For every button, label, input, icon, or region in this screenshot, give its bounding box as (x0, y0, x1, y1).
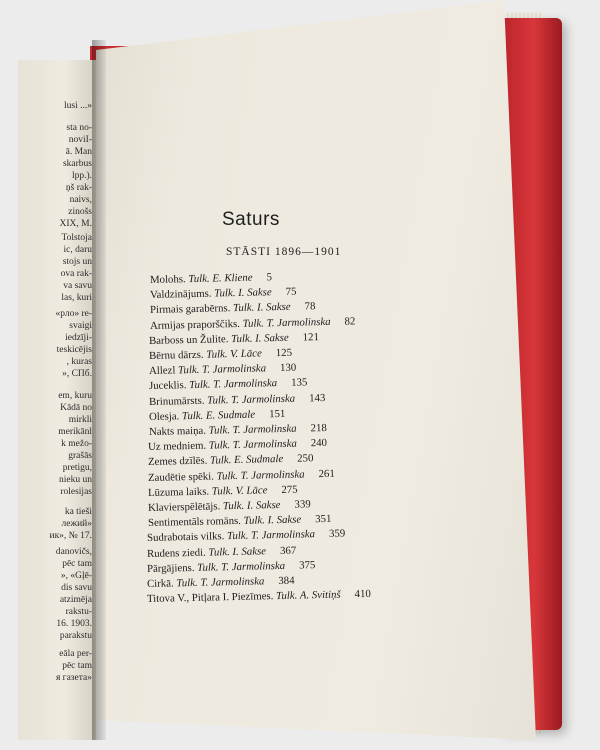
translator: Tulk. T. Jarmolinska (227, 528, 316, 543)
left-page-line: las, kuri (61, 293, 92, 303)
page-number: 75 (285, 285, 297, 299)
page-number: 82 (344, 314, 356, 328)
left-page-line: nieku un (59, 475, 92, 485)
translator: Tulk. V. Lāce (211, 484, 268, 498)
page-number: 261 (318, 467, 335, 480)
page-number: 130 (280, 361, 297, 375)
story-title: Barboss un Žulite. (149, 332, 232, 347)
translator: Tulk. I. Sakse (213, 286, 272, 300)
translator: Tulk. T. Jarmolinska (178, 362, 267, 377)
left-page-line: merikānl (58, 427, 92, 437)
page-number: 5 (266, 271, 273, 284)
story-title: Allezl (148, 364, 179, 378)
left-page-line: naivs, (69, 195, 92, 205)
left-page-line: ova rak- (60, 269, 92, 279)
page-number: 367 (280, 544, 297, 557)
translator: Tulk. T. Jarmolinska (242, 315, 331, 330)
page-number: 275 (281, 483, 298, 496)
translator: Tulk. T. Jarmolinska (208, 422, 297, 437)
story-title: Rudens ziedi. (147, 546, 209, 560)
left-page-line: ic, daru (63, 245, 92, 255)
story-title: Cirkā. (146, 577, 177, 590)
translator: Tulk. T. Jarmolinska (197, 559, 286, 574)
story-title: Pirmais garabērns. (149, 302, 233, 317)
left-page-line: grašās (68, 451, 92, 461)
page-number: 339 (294, 498, 311, 511)
left-page-line: dis savu (61, 583, 92, 593)
story-title: Uz medniem. (148, 439, 210, 454)
left-page-line: », «Gļē- (60, 571, 92, 581)
story-title: Titova V., Pitļara I. Piezīmes. (146, 590, 277, 606)
left-page-line: danovičs, (55, 547, 92, 557)
left-page-line: , kuras (66, 357, 92, 367)
left-page-line: Kādā no (60, 403, 92, 413)
left-page-line: ā. Man (65, 147, 92, 157)
page-number: 359 (329, 527, 346, 541)
translator: Tulk. A. Svitiņš (275, 588, 341, 603)
left-page-line: pēc tam (62, 661, 92, 671)
story-title: Juceklis. (148, 379, 190, 393)
left-page-line: zinošs (68, 207, 92, 217)
story-title: Pārgājiens. (147, 561, 198, 575)
left-page-line: pretigu, (62, 463, 92, 473)
left-page-line: я газета» (55, 673, 92, 683)
left-page-line: iedzīji- (65, 333, 92, 343)
translator: Tulk. I. Sakse (222, 498, 281, 513)
translator: Tulk. I. Sakse (232, 301, 291, 315)
left-page-line: em, kuru (58, 391, 92, 401)
left-page-line: 16. 1903. (56, 619, 92, 629)
left-page-line: skarbus (62, 159, 92, 169)
left-page-line: ka tieši (64, 507, 92, 517)
story-title: Brinumārsts. (148, 394, 208, 408)
left-page-line: ик», № 17. (49, 531, 92, 541)
translator: Tulk. E. Kliene (188, 271, 253, 286)
contents-title: Saturs (222, 209, 280, 230)
translator: Tulk. T. Jarmolinska (188, 377, 278, 392)
left-page-line: k mežo- (61, 439, 92, 449)
story-title: Bērnu dārzs. (149, 348, 207, 362)
page-number: 384 (278, 574, 295, 588)
page-number: 218 (309, 421, 327, 435)
translator: Tulk. I. Sakse (243, 513, 301, 528)
page-number: 143 (308, 391, 326, 404)
translator: Tulk. I. Sakse (208, 544, 267, 559)
page-number: 410 (354, 588, 371, 601)
section-heading: STĀSTI 1896—1901 (226, 246, 342, 258)
translator: Tulk. I. Sakse (231, 331, 290, 345)
left-page-line: rolesijas (60, 487, 92, 497)
page-number: 250 (297, 452, 314, 466)
left-page-line: лежий» (61, 519, 92, 529)
page-number: 125 (275, 346, 293, 360)
story-title: Sentimentāls romāns. (147, 515, 244, 530)
book-gutter (92, 40, 106, 740)
left-page-line: », СПб. (62, 369, 92, 379)
story-title: Armijas praporščiks. (149, 317, 243, 332)
story-title: Olesja. (148, 410, 182, 423)
translator: Tulk. E. Sudmale (181, 408, 255, 423)
story-title: Valdzinājums. (149, 287, 215, 302)
page-number: 121 (302, 330, 320, 344)
left-page-line: «рло» re- (55, 309, 92, 319)
left-page-line: lpp.). (71, 171, 92, 181)
left-page-line: svaigi (69, 321, 92, 331)
page-number: 151 (268, 407, 286, 421)
left-page-line: noviI- (68, 135, 92, 145)
left-page-line: rakstu- (65, 607, 92, 617)
page-number: 78 (304, 300, 316, 313)
left-page-line: sta no- (66, 123, 92, 133)
translator: Tulk. T. Jarmolinska (206, 392, 296, 407)
story-title: Zaudētie spēki. (147, 470, 217, 484)
page-number: 375 (299, 558, 316, 572)
translator: Tulk. T. Jarmolinska (216, 468, 305, 483)
left-page-line: mirkli (68, 415, 92, 425)
story-title: Molohs. (149, 273, 189, 286)
translator: Tulk. T. Jarmolinska (209, 437, 298, 452)
left-page-line: teskicējis (56, 345, 92, 355)
translator: Tulk. E. Sudmale (210, 453, 284, 467)
left-page-line: parakstu (59, 631, 92, 641)
left-page-line: ņš rak- (65, 183, 92, 193)
story-title: Lūzuma laiks. (147, 485, 212, 499)
left-page-line: Tolstoja (61, 233, 92, 243)
left-page-line: va savu (63, 281, 92, 291)
left-page-line: eāla per- (59, 649, 92, 659)
page-number: 135 (290, 376, 308, 390)
translator: Tulk. T. Jarmolinska (176, 575, 265, 590)
left-page (18, 60, 96, 740)
left-page-line: pēc tam (62, 559, 92, 569)
left-page-line: lusi ...» (64, 101, 92, 111)
story-title: Zemes dzīlēs. (148, 454, 211, 469)
left-page-line: atzimēja (59, 595, 92, 605)
page-number: 351 (314, 513, 332, 526)
translator: Tulk. V. Lāce (206, 347, 263, 361)
story-title: Sudrabotais vilks. (147, 530, 228, 545)
left-page-line: XIX, M. (59, 219, 92, 229)
page-number: 240 (311, 437, 328, 450)
left-page-line: stojs un (62, 257, 92, 267)
story-title: Klavierspēlētājs. (147, 500, 223, 514)
story-title: Nakts maiņa. (148, 424, 209, 438)
